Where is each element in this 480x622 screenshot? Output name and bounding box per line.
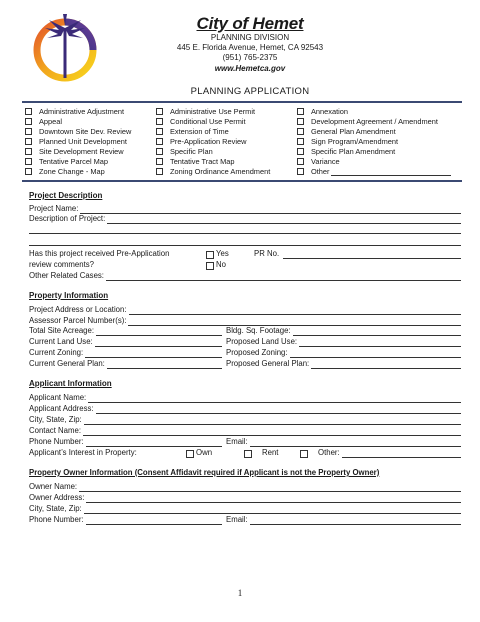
project-description-line-3[interactable] [29,245,461,246]
city-website[interactable]: www.Hemetca.gov [214,64,286,73]
applicant-phone-label: Phone Number: [29,437,84,446]
app-type-checkbox[interactable] [25,138,32,145]
owner-phone-row [29,515,222,525]
contact-name-row [29,426,461,436]
city-address: 445 E. Florida Avenue, Hemet, CA 92543 [176,43,324,52]
applicant-name-label: Applicant Name: [29,393,87,402]
interest-own[interactable] [186,448,212,458]
pre-app-question-text-1: Has this project received Pre-Application [29,249,170,258]
proposed-general-plan-field[interactable] [311,360,461,369]
app-type-extension-of-time[interactable] [156,127,229,136]
app-type-checkbox[interactable] [156,138,163,145]
interest-row [29,448,137,458]
app-type-checkbox[interactable] [156,118,163,125]
app-type-label: Extension of Time [170,127,229,136]
applicant-city-field[interactable] [84,416,461,425]
app-type-label: Tentative Tract Map [170,157,235,166]
owner-city-field[interactable] [84,505,461,514]
app-type-conditional-use-permit[interactable] [156,117,246,126]
current-general-plan-row [29,359,222,369]
current-zoning-label: Current Zoning: [29,348,84,357]
applicant-phone-row [29,437,222,447]
project-heading: Project Description [29,191,103,200]
proposed-zoning-row [226,348,461,358]
app-type-pre-application-review[interactable] [156,137,246,146]
pre-app-no-checkbox[interactable] [206,262,214,270]
project-description-line-2[interactable] [29,233,461,234]
owner-city-label: City, State, Zip: [29,504,82,513]
app-type-label: Administrative Use Permit [170,107,256,116]
app-type-label: Other [311,167,330,176]
app-type-checkbox[interactable] [297,158,304,165]
app-type-administrative-adjustment[interactable] [25,107,124,116]
pre-app-no[interactable] [206,260,226,270]
applicant-address-row [29,404,461,414]
proposed-land-use-row [226,337,461,347]
project-description-label: Description of Project: [29,214,106,223]
app-type-label: Administrative Adjustment [39,107,125,116]
app-type-checkbox[interactable] [156,168,163,175]
current-zoning-row [29,348,222,358]
proposed-zoning-field[interactable] [290,349,461,358]
pre-app-question-line-2 [29,260,94,270]
app-type-label: Tentative Parcel Map [39,157,109,166]
app-type-checkbox[interactable] [156,108,163,115]
app-type-checkbox[interactable] [25,168,32,175]
app-type-checkbox[interactable] [156,128,163,135]
app-type-label: Downtown Site Dev. Review [39,127,132,136]
pre-app-yes-checkbox[interactable] [206,251,214,259]
owner-email-label: Email: [226,515,248,524]
site-acreage-field[interactable] [96,327,222,336]
app-type-general-plan-amendment[interactable] [297,127,396,136]
pre-app-yes-label: Yes [216,249,229,258]
related-cases-label: Other Related Cases: [29,271,104,280]
owner-name-row [29,482,461,492]
current-land-use-field[interactable] [95,338,222,347]
app-type-checkbox[interactable] [25,158,32,165]
current-zoning-field[interactable] [85,349,222,358]
owner-address-row [29,493,461,503]
interest-label: Applicant’s Interest in Property: [29,448,137,457]
applicant-name-field[interactable] [88,394,461,403]
interest-other [300,448,461,458]
app-type-specific-plan[interactable] [156,147,213,156]
app-type-checkbox[interactable] [25,128,32,135]
interest-rent[interactable] [244,448,278,458]
app-type-checkbox[interactable] [25,108,32,115]
owner-name-field[interactable] [79,483,461,492]
interest-other-checkbox[interactable] [300,450,308,458]
app-type-checkbox[interactable] [156,148,163,155]
pr-number-field[interactable] [283,250,461,259]
app-type-checkbox[interactable] [156,158,163,165]
current-general-plan-label: Current General Plan: [29,359,105,368]
app-type-downtown-site-dev-review[interactable] [25,127,131,136]
current-general-plan-field[interactable] [107,360,222,369]
project-name-row [29,204,461,214]
app-type-planned-unit-development[interactable] [25,137,127,146]
pre-app-yes[interactable] [206,249,229,259]
owner-phone-label: Phone Number: [29,515,84,524]
app-type-label: Conditional Use Permit [170,117,246,126]
pre-app-question-text-2: review comments? [29,260,94,269]
pre-app-question-line-1 [29,249,169,259]
proposed-general-plan-row [226,359,461,369]
interest-rent-label: Rent [262,448,279,457]
contact-name-label: Contact Name: [29,426,82,435]
app-type-label: Specific Plan [170,147,213,156]
parcel-number-label: Assessor Parcel Number(s): [29,316,127,325]
parcel-number-row [29,316,461,326]
interest-own-checkbox[interactable] [186,450,194,458]
app-type-checkbox[interactable] [25,118,32,125]
applicant-phone-field[interactable] [86,438,222,447]
related-cases-field[interactable] [106,272,461,281]
app-type-label: Specific Plan Amendment [311,147,396,156]
app-type-label: General Plan Amendment [311,127,396,136]
owner-address-field[interactable] [86,494,461,503]
pre-app-no-label: No [216,260,226,269]
owner-phone-field[interactable] [86,516,222,525]
applicant-heading: Applicant Information [29,379,112,388]
city-name: City of Hemet [196,14,304,33]
app-type-other-field[interactable] [331,168,451,176]
app-type-specific-plan-amendment[interactable] [297,147,395,156]
owner-heading: Property Owner Information (Consent Affidavit required if Applicant is not the Property Owner) [29,468,380,477]
owner-email-row [226,515,461,525]
app-type-variance[interactable] [297,157,340,166]
app-type-label: Zone Change - Map [39,167,105,176]
proposed-zoning-label: Proposed Zoning: [226,348,288,357]
app-type-checkbox[interactable] [297,138,304,145]
app-type-checkbox[interactable] [297,168,304,175]
city-phone: (951) 765-2375 [222,53,278,62]
project-description-field[interactable] [107,215,461,224]
app-type-tentative-tract-map[interactable] [156,157,235,166]
app-type-label: Annexation [311,107,348,116]
project-name-field[interactable] [80,205,461,214]
proposed-land-use-label: Proposed Land Use: [226,337,298,346]
applicant-address-label: Applicant Address: [29,404,94,413]
applicant-city-row [29,415,461,425]
owner-address-label: Owner Address: [29,493,85,502]
app-type-checkbox[interactable] [25,148,32,155]
app-type-other[interactable] [297,167,451,176]
form-title: PLANNING APPLICATION [190,86,310,97]
app-type-sign-program-amendment[interactable] [297,137,398,146]
app-type-label: Planned Unit Development [39,137,127,146]
interest-other-label: Other: [318,448,340,457]
applicant-address-field[interactable] [96,405,461,414]
app-type-appeal[interactable] [25,117,62,126]
app-type-label: Variance [311,157,340,166]
owner-email-field[interactable] [250,516,461,525]
property-address-field[interactable] [129,306,461,315]
bldg-footage-row [226,326,461,336]
pr-number-row [254,249,461,259]
current-land-use-row [29,337,222,347]
pr-number-label: PR No. [254,249,280,258]
project-description-row [29,214,461,224]
bldg-footage-label: Bldg. Sq. Footage: [226,326,291,335]
division-name: PLANNING DIVISION [210,33,290,42]
app-type-administrative-use-permit[interactable] [156,107,255,116]
property-heading: Property Information [29,291,109,300]
app-type-label: Sign Program/Amendment [311,137,399,146]
app-type-tentative-parcel-map[interactable] [25,157,108,166]
related-cases-row [29,271,461,281]
site-acreage-label: Total Site Acreage: [29,326,95,335]
city-logo [25,10,105,90]
property-address-label: Project Address or Location: [29,305,127,314]
app-type-development-agreement-amendment[interactable] [297,117,438,126]
page-number: 1 [237,588,243,598]
app-type-label: Development Agreement / Amendment [311,117,438,126]
contact-name-field[interactable] [83,427,461,436]
site-acreage-row [29,326,222,336]
app-type-site-development-review[interactable] [25,147,124,156]
project-name-label: Project Name: [29,204,79,213]
app-type-checkbox[interactable] [297,128,304,135]
current-land-use-label: Current Land Use: [29,337,93,346]
app-type-zone-change-map[interactable] [25,167,105,176]
app-type-label: Site Development Review [39,147,124,156]
parcel-number-field[interactable] [128,317,461,326]
proposed-general-plan-label: Proposed General Plan: [226,359,310,368]
app-type-label: Pre-Application Review [170,137,247,146]
app-type-checkbox[interactable] [297,118,304,125]
applicant-email-field[interactable] [250,438,461,447]
interest-own-label: Own [196,448,213,457]
app-type-zoning-ordinance-amendment[interactable] [156,167,270,176]
owner-name-label: Owner Name: [29,482,78,491]
applicant-city-label: City, State, Zip: [29,415,82,424]
app-type-label: Appeal [39,117,63,126]
owner-city-row [29,504,461,514]
app-type-checkbox[interactable] [297,148,304,155]
app-type-checkbox[interactable] [297,108,304,115]
proposed-land-use-field[interactable] [299,338,461,347]
applicant-email-row [226,437,461,447]
interest-rent-checkbox[interactable] [244,450,252,458]
property-address-row [29,305,461,315]
app-type-annexation[interactable] [297,107,348,116]
applicant-email-label: Email: [226,437,248,446]
bldg-footage-field[interactable] [293,327,461,336]
app-type-label: Zoning Ordinance Amendment [170,167,271,176]
applicant-name-row [29,393,461,403]
interest-other-field[interactable] [342,449,461,458]
